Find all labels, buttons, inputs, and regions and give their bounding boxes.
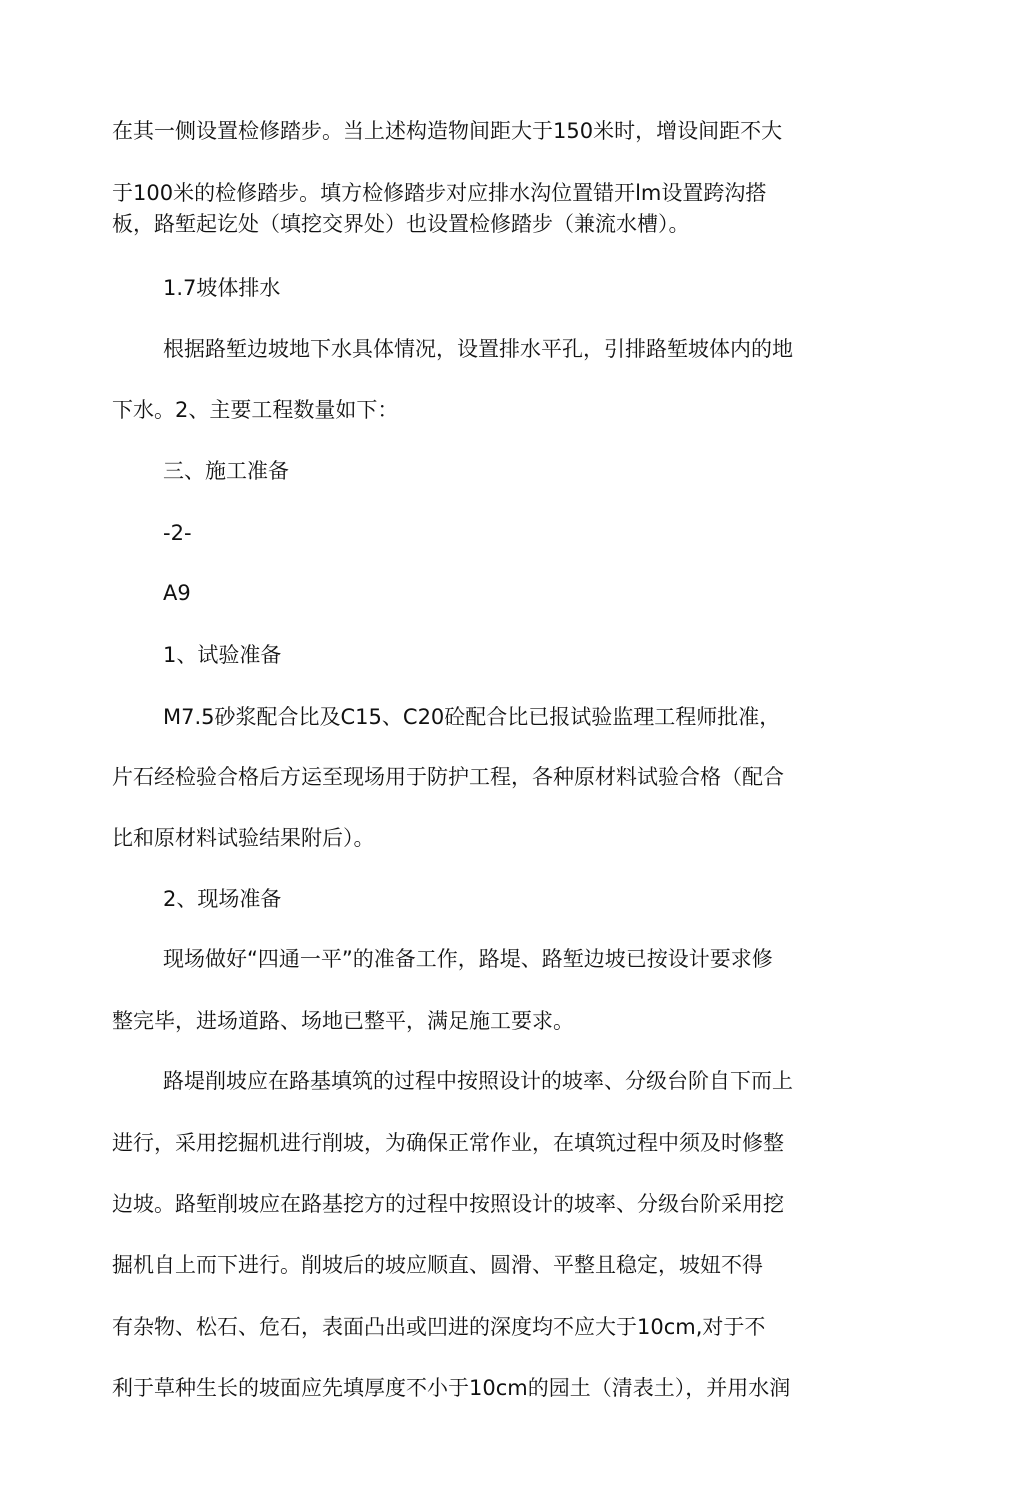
text-line: 利于草种生长的坡面应先填厚度不小于10cm的园土（清表土），并用水润 [112,1376,791,1400]
text-line: 现场做好“四通一平”的准备工作，路堤、路堑边坡已按设计要求修 [163,947,773,971]
text-line: 进行，采用挖掘机进行削坡，为确保正常作业，在填筑过程中须及时修整 [112,1131,784,1155]
section-heading: 2、现场准备 [163,887,282,911]
text-line: 整完毕，进场道路、场地已整平，满足施工要求。 [112,1009,574,1033]
text-line: 比和原材料试验结果附后）。 [112,826,375,850]
text-line: 有杂物、松石、危石，表面凸出或凹进的深度均不应大于10cm,对于不 [112,1315,766,1339]
text-line: 板，路堑起讫处（填挖交界处）也设置检修踏步（兼流水槽）。 [112,212,690,236]
text-line: M7.5砂浆配合比及C15、C20砼配合比已报试验监理工程师批准， [163,705,781,729]
text-line: 根据路堑边坡地下水具体情况，设置排水平孔，引排路堑坡体内的地 [163,337,793,361]
text-line: 路堤削坡应在路基填筑的过程中按照设计的坡率、分级台阶自下而上 [163,1069,793,1093]
section-heading: 1、试验准备 [163,643,282,667]
section-heading: 三、施工准备 [163,459,289,483]
text-line: 边坡。路堑削坡应在路基挖方的过程中按照设计的坡率、分级台阶采用挖 [112,1192,784,1216]
text-line: 掘机自上而下进行。削坡后的坡应顺直、圆滑、平整且稳定，坡妞不得 [112,1253,763,1277]
text-line: 在其一侧设置检修踏步。当上述构造物间距大于150米时，增设间距不大 [112,119,783,143]
page-marker: A9 [163,581,191,605]
text-line: 片石经检验合格后方运至现场用于防护工程，各种原材料试验合格（配合 [112,765,784,789]
text-line: 于100米的检修踏步。填方检修踏步对应排水沟位置错开lm设置跨沟搭 [112,181,767,205]
section-heading: 1.7坡体排水 [163,276,281,300]
text-line: 下水。2、主要工程数量如下： [112,398,399,422]
page-number: -2- [163,521,192,545]
